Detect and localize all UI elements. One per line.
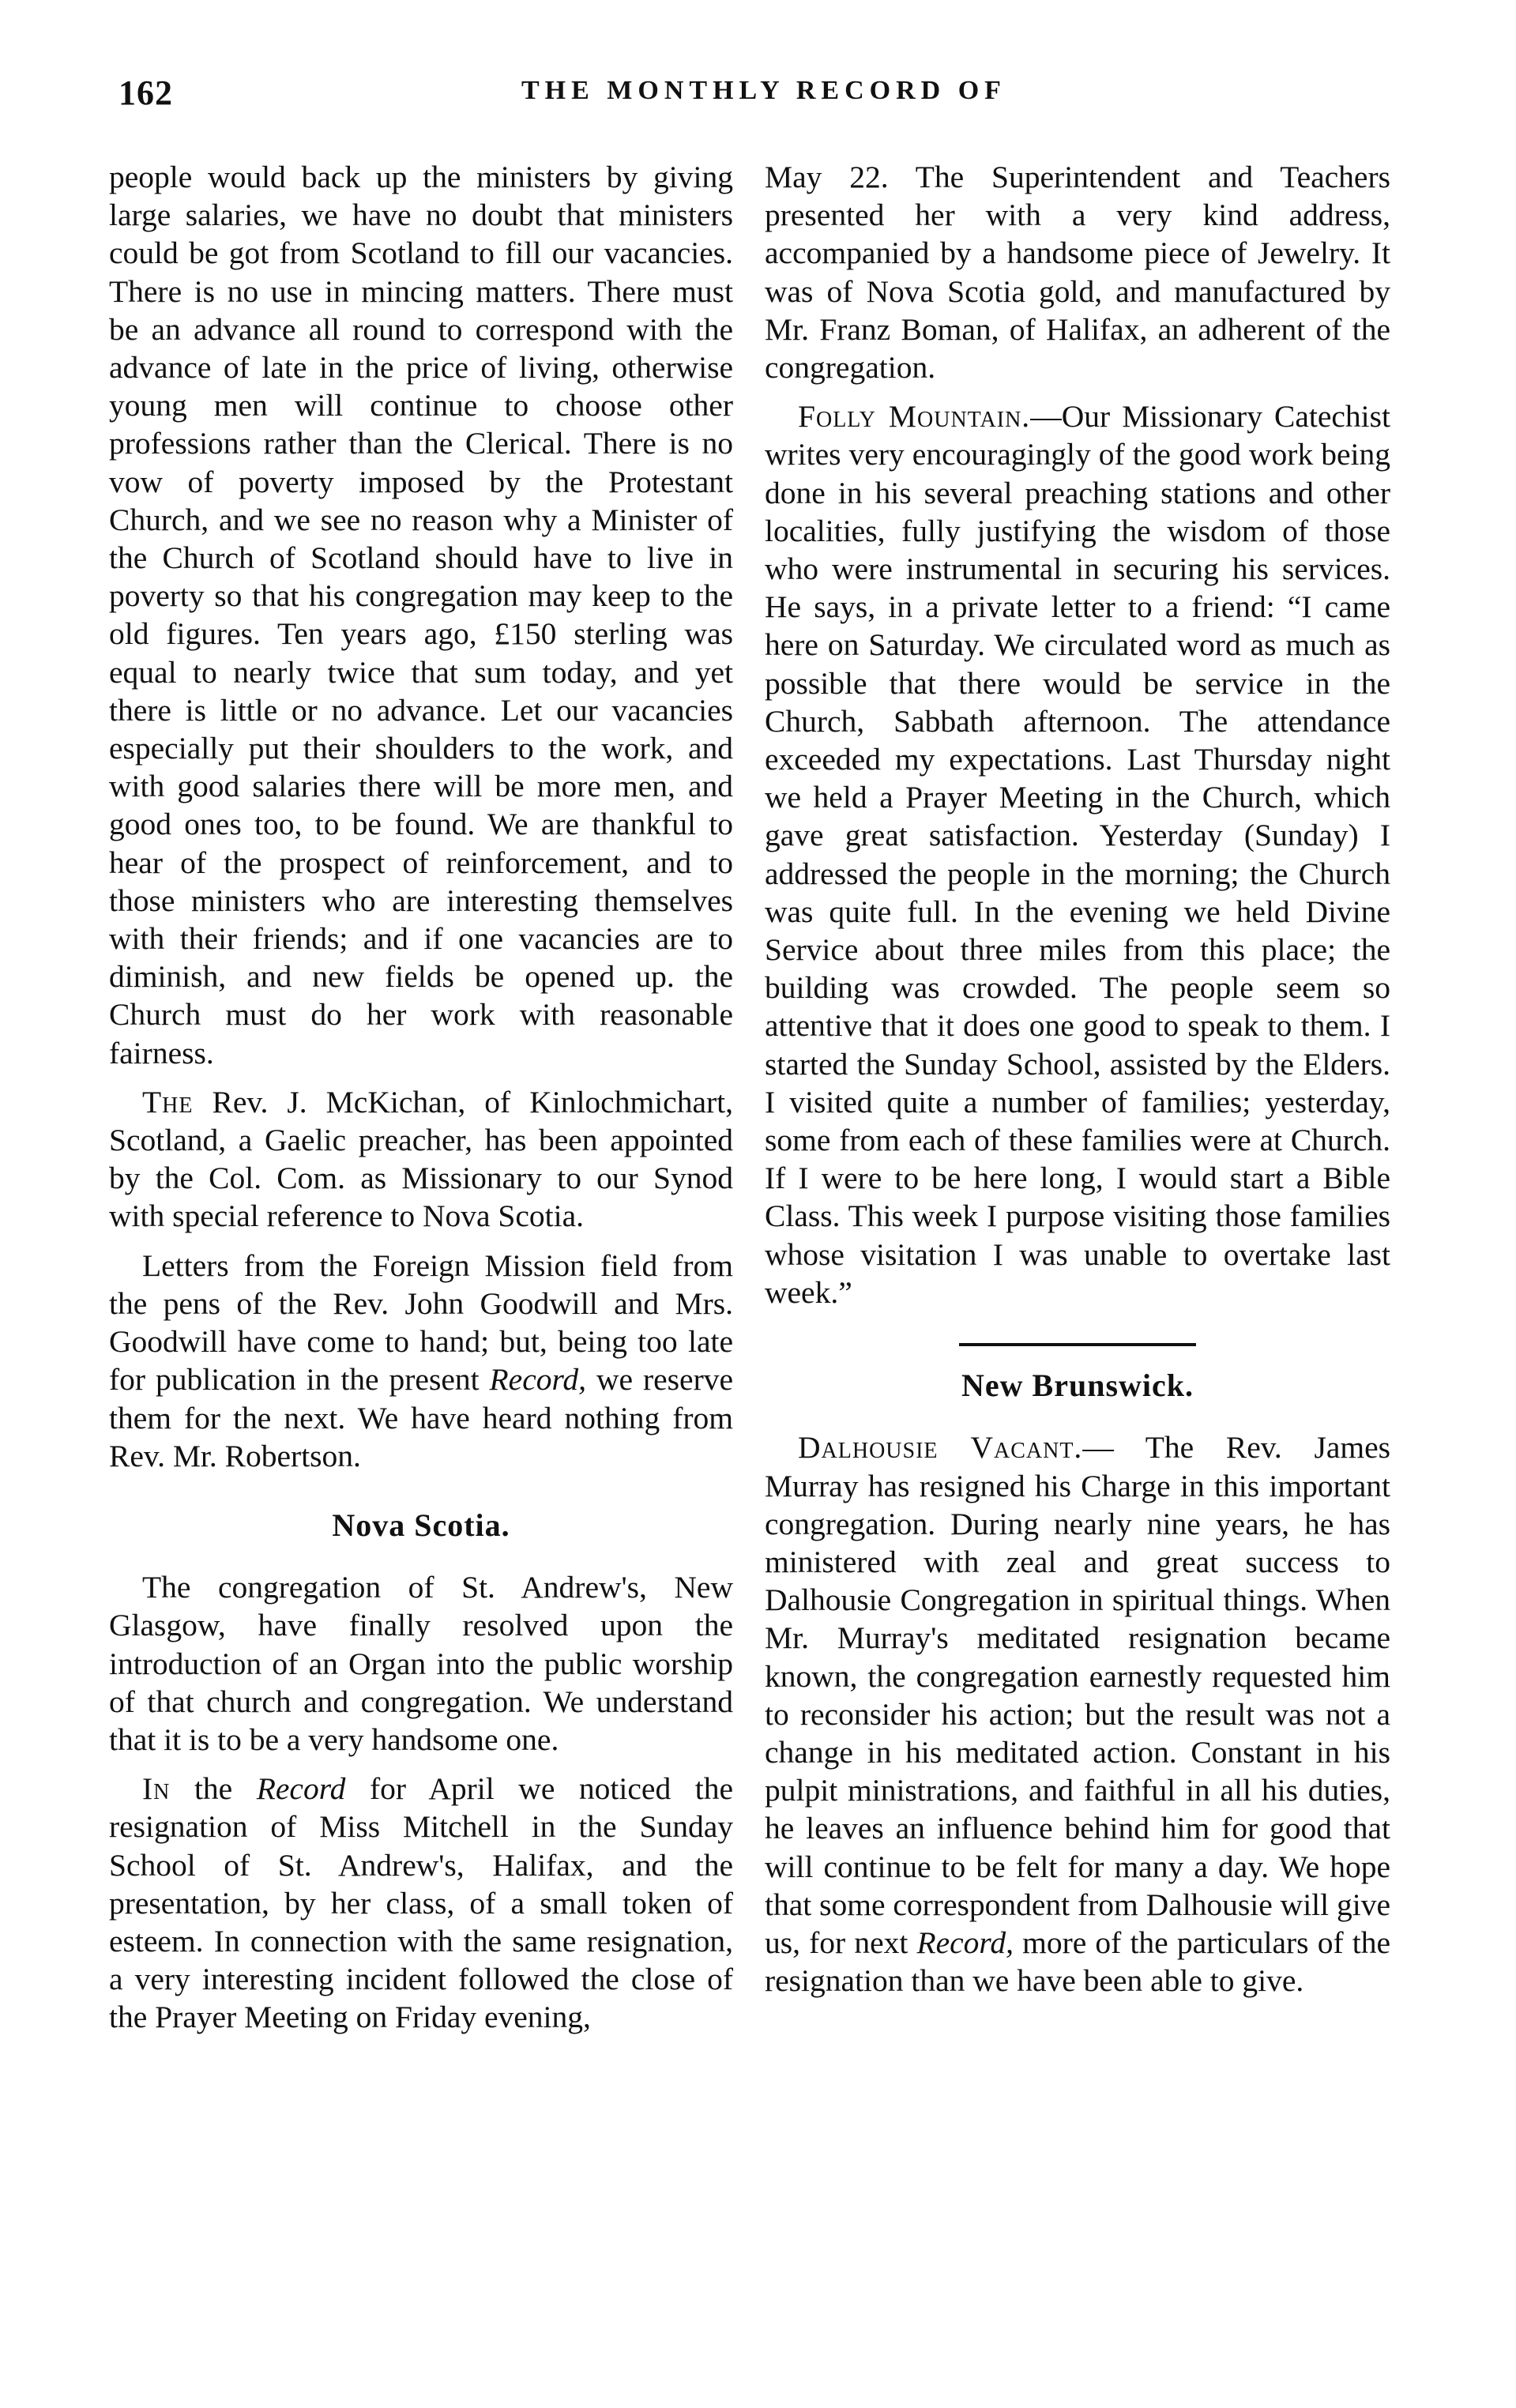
lead-word: The <box>142 1084 194 1119</box>
left-column <box>109 158 733 2048</box>
paragraph-organ: The congregation of St. Andrew's, New Glasgow, have finally resolved upon the introduction of an Organ into the public worship of that church and congregation. We understand that it is to be a very handsome one. <box>109 1570 733 1757</box>
record-italic: Record, <box>916 1925 1014 1960</box>
paragraph-text: we reserve them for the next. We have heard nothing from Rev. Mr. Robertson. <box>109 1362 734 1473</box>
paragraph-dalhousie <box>765 1428 1390 2000</box>
paragraph-letters <box>109 1247 733 1475</box>
page-header <box>118 73 1398 120</box>
paragraph-text: for April we noticed the resignation of Miss Mitchell in the Sunday School of St. Andrew's, Halifax, and the presentation, by her class, of a small token of esteem. In connection with the same resignation, a very interesting incident followed the close of the Prayer Meeting on Friday evening, <box>109 1771 734 2035</box>
paragraph-text: —Our Missionary Catechist writes very encouragingly of the good work being done in his several preaching stations and other localities, fully justifying the wisdom of those who were instrumental in securing his services. He says, in a private letter to a friend: “I came here on Saturday. We circulated word as much as possible that there would be service in the Church, Sabbath afternoon. The attendance exceeded my expectations. Last Thursday night we held a Prayer Meeting in the Church, which gave great satisfaction. Yesterday (Sunday) I addressed the people in the morning; the Church was quite full. In the evening we held Divine Service about three miles from this place; the building was crowded. The people seem so attentive that it does one good to speak to them. I started the Sunday School, assisted by the Elders. I visited quite a number of families; yesterday, some from each of these families were at Church. If I were to be here long, I would start a Bible Class. This week I purpose visiting those families whose visitation I was unable to overtake last week.” <box>765 399 1390 1310</box>
paragraph-folly-mountain <box>765 397 1390 1311</box>
paragraph-salaries: people would back up the ministers by giving large salaries, we have no doubt that ministers could be got from Scotland to fill our vacancies. There is no use in mincing matters. There must be an advance all round to correspond with the advance of late in the price of living, otherwise young men will continue to choose other professions rather than the Clerical. There is no vow of poverty imposed by the Protestant Church, and we see no reason why a Minister of the Church of Scotland should have to live in poverty so that his congregation may keep to the old figures. Ten years ago, £150 sterling was equal to nearly twice that sum today, and yet there is little or no advance. Let our vacancies especially put their shoulders to the work, and with good salaries there will be more men, and good ones too, to be found. We are thankful to hear of the prospect of reinforcement, and to those ministers who are interesting themselves with their friends; and if one vacancies are to diminish, and new fields be opened up. the Church must do her work with reasonable fairness. <box>109 160 733 1070</box>
paragraph-text: Rev. J. McKichan, of Kinlochmichart, Scotland, a Gaelic preacher, has been appointed by the Col. Com. as Missionary to our Synod with special reference to Nova Scotia. <box>109 1084 733 1234</box>
paragraph-presentation: May 22. The Superintendent and Teachers presented her with a very kind address, accompanied by a handsome piece of Jewelry. It was of Nova Scotia gold, and manufactured by Mr. Franz Boman, of Halifax, an adherent of the congregation. <box>765 160 1390 386</box>
lead-word: Dalhousie Vacant. <box>798 1430 1083 1465</box>
section-heading-nova-scotia: Nova Scotia. <box>332 1507 510 1543</box>
page-number: 162 <box>118 73 173 112</box>
record-italic: Record, <box>489 1362 587 1398</box>
lead-word: Folly Mountain. <box>798 399 1031 435</box>
section-divider <box>959 1343 1196 1346</box>
paragraph-text: the <box>194 1771 233 1807</box>
section-heading-new-brunswick: New Brunswick. <box>961 1368 1194 1404</box>
paragraph-text: more of the particulars of the resignation than we have been able to give. <box>765 1925 1390 1999</box>
paragraph-text: — The Rev. James Murray has resigned his Charge in this important congregation. During nearly nine years, he has ministered with zeal and great success to Dalhousie Congregation in spiritual things. When Mr. Murray's meditated resignation became known, the congregation earnestly requested him to reconsider his action; but the result was not a change in his meditated action. Constant in his pulpit ministrations, and faithful in all his duties, he leaves an influence behind him for good that will continue to be felt for many a day. We hope that some correspondent from Dalhousie will give us, for next <box>765 1430 1391 1960</box>
paragraph-mckichan <box>109 1083 733 1236</box>
paragraph-mitchell <box>109 1770 733 2036</box>
right-column <box>765 158 1390 2011</box>
lead-word: In <box>142 1771 171 1807</box>
paragraph-text: Letters from the Foreign Mission field from the pens of the Rev. John Goodwill and Mrs. Goodwill have come to hand; but, being too late for publication in the present <box>109 1247 733 1398</box>
record-italic: Record <box>256 1771 346 1807</box>
running-title: THE MONTHLY RECORD OF <box>521 76 1006 105</box>
